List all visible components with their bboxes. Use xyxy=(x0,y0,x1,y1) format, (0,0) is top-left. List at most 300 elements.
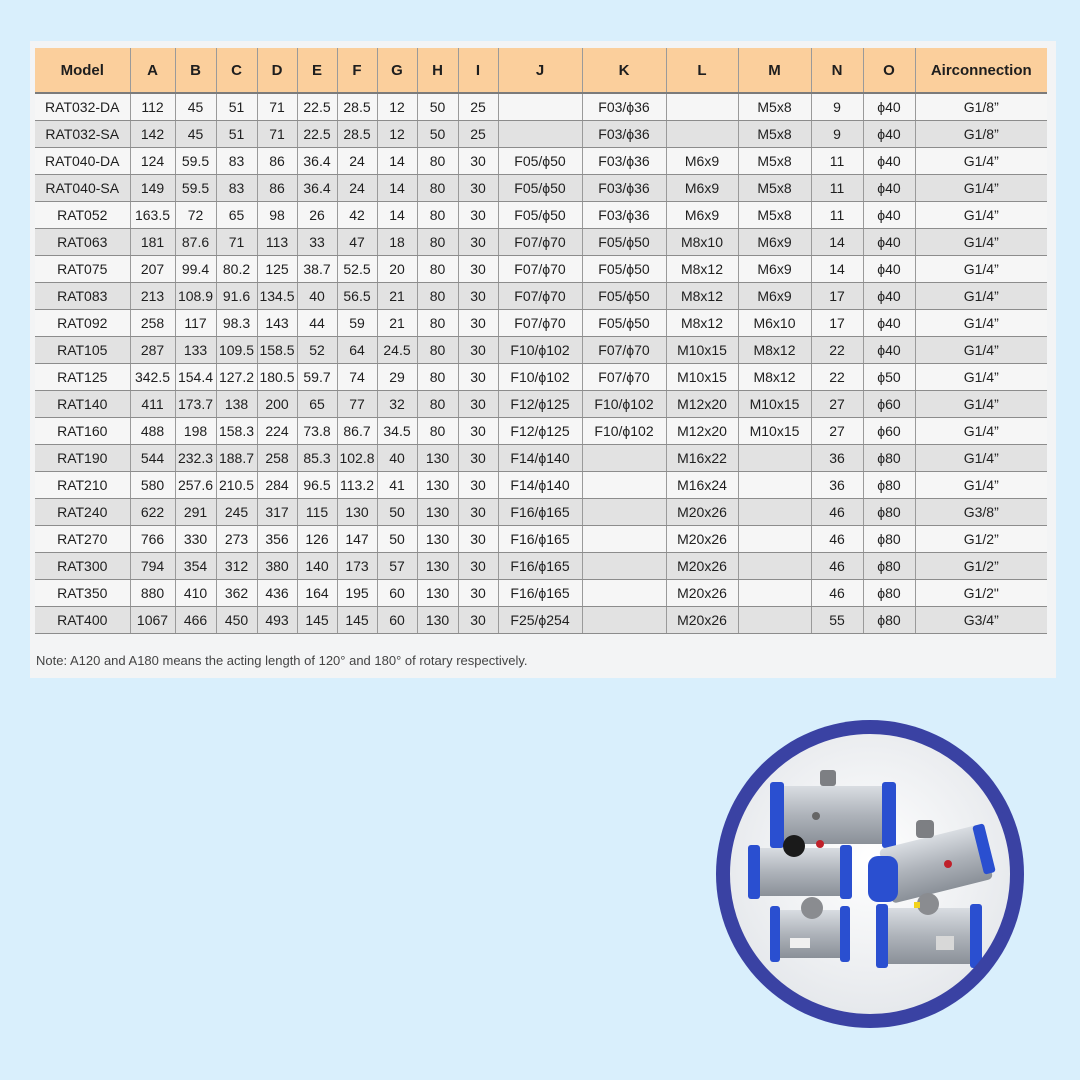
value-cell: 180.5 xyxy=(257,364,297,391)
value-cell: ϕ80 xyxy=(863,499,915,526)
value-cell: 195 xyxy=(337,580,377,607)
value-cell: 36.4 xyxy=(297,148,337,175)
value-cell: M8x12 xyxy=(666,283,738,310)
value-cell: 30 xyxy=(458,391,498,418)
value-cell: 17 xyxy=(811,283,863,310)
column-header: H xyxy=(417,48,458,93)
value-cell: 112 xyxy=(130,93,175,121)
column-header: C xyxy=(216,48,257,93)
value-cell: 22 xyxy=(811,364,863,391)
value-cell xyxy=(582,607,666,634)
value-cell: M16x22 xyxy=(666,445,738,472)
model-cell: RAT210 xyxy=(35,472,130,499)
value-cell: G3/8” xyxy=(915,499,1047,526)
value-cell: 55 xyxy=(811,607,863,634)
value-cell: 71 xyxy=(257,93,297,121)
value-cell: G1/4” xyxy=(915,445,1047,472)
value-cell: 36 xyxy=(811,445,863,472)
table-row xyxy=(35,283,1047,310)
value-cell: 30 xyxy=(458,310,498,337)
value-cell: ϕ40 xyxy=(863,310,915,337)
value-cell: F05/ϕ50 xyxy=(582,256,666,283)
value-cell: 127.2 xyxy=(216,364,257,391)
value-cell: F16/ϕ165 xyxy=(498,526,582,553)
value-cell xyxy=(582,580,666,607)
value-cell: 11 xyxy=(811,202,863,229)
value-cell xyxy=(738,580,811,607)
table-row xyxy=(35,607,1047,634)
value-cell: 142 xyxy=(130,121,175,148)
value-cell: 24.5 xyxy=(377,337,417,364)
value-cell: 73.8 xyxy=(297,418,337,445)
value-cell: F16/ϕ165 xyxy=(498,499,582,526)
value-cell: 11 xyxy=(811,148,863,175)
value-cell: 766 xyxy=(130,526,175,553)
value-cell: 98 xyxy=(257,202,297,229)
value-cell: 80 xyxy=(417,283,458,310)
value-cell xyxy=(738,607,811,634)
value-cell: ϕ60 xyxy=(863,391,915,418)
value-cell: 154.4 xyxy=(175,364,216,391)
value-cell: 9 xyxy=(811,93,863,121)
value-cell: ϕ80 xyxy=(863,607,915,634)
value-cell: 380 xyxy=(257,553,297,580)
value-cell: 34.5 xyxy=(377,418,417,445)
value-cell: 80 xyxy=(417,337,458,364)
value-cell: 44 xyxy=(297,310,337,337)
value-cell: F10/ϕ102 xyxy=(498,337,582,364)
value-cell: 40 xyxy=(297,283,337,310)
value-cell: M6x9 xyxy=(666,175,738,202)
column-header: F xyxy=(337,48,377,93)
value-cell: 18 xyxy=(377,229,417,256)
column-header: Model xyxy=(35,48,130,93)
value-cell: 60 xyxy=(377,580,417,607)
value-cell: F05/ϕ50 xyxy=(582,283,666,310)
spec-sheet xyxy=(30,41,1056,678)
value-cell: 145 xyxy=(337,607,377,634)
value-cell: 102.8 xyxy=(337,445,377,472)
value-cell: 210.5 xyxy=(216,472,257,499)
value-cell: G1/4” xyxy=(915,391,1047,418)
value-cell xyxy=(582,553,666,580)
value-cell: G1/4” xyxy=(915,229,1047,256)
value-cell: F03/ϕ36 xyxy=(582,202,666,229)
value-cell: 59 xyxy=(337,310,377,337)
value-cell: 52.5 xyxy=(337,256,377,283)
column-header: O xyxy=(863,48,915,93)
value-cell: 80.2 xyxy=(216,256,257,283)
value-cell: 30 xyxy=(458,364,498,391)
value-cell: 22.5 xyxy=(297,93,337,121)
value-cell: M5x8 xyxy=(738,93,811,121)
value-cell: 57 xyxy=(377,553,417,580)
value-cell: 46 xyxy=(811,499,863,526)
table-row xyxy=(35,553,1047,580)
table-row xyxy=(35,580,1047,607)
value-cell: 80 xyxy=(417,364,458,391)
model-cell: RAT240 xyxy=(35,499,130,526)
value-cell: 14 xyxy=(377,175,417,202)
value-cell: 30 xyxy=(458,337,498,364)
value-cell: F05/ϕ50 xyxy=(498,148,582,175)
table-row xyxy=(35,418,1047,445)
value-cell: M6x9 xyxy=(666,202,738,229)
value-cell: 46 xyxy=(811,553,863,580)
value-cell: F10/ϕ102 xyxy=(498,364,582,391)
value-cell: F05/ϕ50 xyxy=(582,229,666,256)
value-cell: M5x8 xyxy=(738,175,811,202)
value-cell xyxy=(666,93,738,121)
value-cell: 87.6 xyxy=(175,229,216,256)
value-cell: 30 xyxy=(458,175,498,202)
value-cell: M10x15 xyxy=(666,337,738,364)
value-cell: ϕ40 xyxy=(863,256,915,283)
value-cell: 21 xyxy=(377,283,417,310)
value-cell: M8x12 xyxy=(738,364,811,391)
value-cell: 85.3 xyxy=(297,445,337,472)
value-cell: M12x20 xyxy=(666,391,738,418)
table-row xyxy=(35,445,1047,472)
value-cell: M8x12 xyxy=(738,337,811,364)
value-cell: 130 xyxy=(417,445,458,472)
value-cell: M12x20 xyxy=(666,418,738,445)
table-row xyxy=(35,202,1047,229)
value-cell: 207 xyxy=(130,256,175,283)
value-cell: 130 xyxy=(417,526,458,553)
value-cell: ϕ40 xyxy=(863,202,915,229)
value-cell: 493 xyxy=(257,607,297,634)
value-cell: 38.7 xyxy=(297,256,337,283)
value-cell: 74 xyxy=(337,364,377,391)
value-cell: ϕ60 xyxy=(863,418,915,445)
value-cell: 198 xyxy=(175,418,216,445)
value-cell: G1/4” xyxy=(915,418,1047,445)
value-cell: G1/4” xyxy=(915,283,1047,310)
model-cell: RAT092 xyxy=(35,310,130,337)
value-cell: G1/4” xyxy=(915,472,1047,499)
table-row xyxy=(35,148,1047,175)
value-cell: 91.6 xyxy=(216,283,257,310)
value-cell: 14 xyxy=(811,256,863,283)
value-cell: 126 xyxy=(297,526,337,553)
value-cell: G1/2” xyxy=(915,526,1047,553)
value-cell: G1/4” xyxy=(915,337,1047,364)
value-cell: F05/ϕ50 xyxy=(498,202,582,229)
value-cell: 232.3 xyxy=(175,445,216,472)
product-photo xyxy=(716,720,1024,1028)
value-cell: F07/ϕ70 xyxy=(498,283,582,310)
table-row xyxy=(35,364,1047,391)
value-cell: F14/ϕ140 xyxy=(498,445,582,472)
value-cell: 354 xyxy=(175,553,216,580)
value-cell: 24 xyxy=(337,175,377,202)
value-cell xyxy=(738,499,811,526)
value-cell: 30 xyxy=(458,580,498,607)
column-header: D xyxy=(257,48,297,93)
model-cell: RAT032-DA xyxy=(35,93,130,121)
value-cell: ϕ80 xyxy=(863,580,915,607)
value-cell: M5x8 xyxy=(738,148,811,175)
value-cell: 46 xyxy=(811,580,863,607)
table-row xyxy=(35,337,1047,364)
value-cell: G1/4” xyxy=(915,256,1047,283)
value-cell: 17 xyxy=(811,310,863,337)
value-cell: 143 xyxy=(257,310,297,337)
value-cell: 26 xyxy=(297,202,337,229)
value-cell: 11 xyxy=(811,175,863,202)
value-cell: G1/8” xyxy=(915,121,1047,148)
value-cell: F07/ϕ70 xyxy=(582,337,666,364)
value-cell: 188.7 xyxy=(216,445,257,472)
value-cell: 580 xyxy=(130,472,175,499)
footnote: Note: A120 and A180 means the acting length of 120° and 180° of rotary respectively. xyxy=(36,653,528,668)
value-cell: 27 xyxy=(811,391,863,418)
value-cell: 488 xyxy=(130,418,175,445)
value-cell: G1/4” xyxy=(915,202,1047,229)
table-row xyxy=(35,472,1047,499)
value-cell: 45 xyxy=(175,93,216,121)
value-cell: 50 xyxy=(377,526,417,553)
value-cell: F03/ϕ36 xyxy=(582,93,666,121)
value-cell: 273 xyxy=(216,526,257,553)
value-cell: 108.9 xyxy=(175,283,216,310)
value-cell: F05/ϕ50 xyxy=(498,175,582,202)
value-cell: 86.7 xyxy=(337,418,377,445)
table-row xyxy=(35,229,1047,256)
table-row xyxy=(35,310,1047,337)
value-cell: 25 xyxy=(458,93,498,121)
value-cell xyxy=(666,121,738,148)
value-cell xyxy=(738,472,811,499)
value-cell: 86 xyxy=(257,175,297,202)
table-row xyxy=(35,391,1047,418)
value-cell: M6x9 xyxy=(738,229,811,256)
value-cell: G1/4” xyxy=(915,148,1047,175)
value-cell: 46 xyxy=(811,526,863,553)
value-cell: 258 xyxy=(130,310,175,337)
value-cell: M10x15 xyxy=(666,364,738,391)
value-cell: F07/ϕ70 xyxy=(498,229,582,256)
model-cell: RAT075 xyxy=(35,256,130,283)
value-cell: F03/ϕ36 xyxy=(582,121,666,148)
value-cell: 28.5 xyxy=(337,121,377,148)
value-cell: 25 xyxy=(458,121,498,148)
value-cell: F07/ϕ70 xyxy=(498,256,582,283)
value-cell: F12/ϕ125 xyxy=(498,418,582,445)
value-cell: 109.5 xyxy=(216,337,257,364)
value-cell: 60 xyxy=(377,607,417,634)
value-cell: 163.5 xyxy=(130,202,175,229)
value-cell: F05/ϕ50 xyxy=(582,310,666,337)
value-cell: M5x8 xyxy=(738,202,811,229)
value-cell: 149 xyxy=(130,175,175,202)
value-cell: 158.3 xyxy=(216,418,257,445)
value-cell: 45 xyxy=(175,121,216,148)
value-cell xyxy=(498,93,582,121)
column-header: L xyxy=(666,48,738,93)
table-row xyxy=(35,526,1047,553)
value-cell: 42 xyxy=(337,202,377,229)
value-cell: 880 xyxy=(130,580,175,607)
value-cell: 224 xyxy=(257,418,297,445)
value-cell: 200 xyxy=(257,391,297,418)
column-header: E xyxy=(297,48,337,93)
value-cell: 130 xyxy=(417,472,458,499)
value-cell: ϕ40 xyxy=(863,337,915,364)
column-header: A xyxy=(130,48,175,93)
model-cell: RAT300 xyxy=(35,553,130,580)
value-cell: 86 xyxy=(257,148,297,175)
value-cell: 99.4 xyxy=(175,256,216,283)
value-cell: 51 xyxy=(216,93,257,121)
value-cell: 287 xyxy=(130,337,175,364)
value-cell: M6x10 xyxy=(738,310,811,337)
value-cell: ϕ40 xyxy=(863,175,915,202)
column-header: Airconnection xyxy=(915,48,1047,93)
value-cell: F16/ϕ165 xyxy=(498,553,582,580)
value-cell: 30 xyxy=(458,148,498,175)
value-cell: M6x9 xyxy=(738,283,811,310)
value-cell: 245 xyxy=(216,499,257,526)
value-cell: 173 xyxy=(337,553,377,580)
value-cell: 80 xyxy=(417,310,458,337)
value-cell: M8x12 xyxy=(666,256,738,283)
value-cell: F14/ϕ140 xyxy=(498,472,582,499)
value-cell: 83 xyxy=(216,148,257,175)
value-cell: 130 xyxy=(417,607,458,634)
value-cell xyxy=(582,499,666,526)
actuators-image xyxy=(716,720,1024,1028)
column-header: B xyxy=(175,48,216,93)
model-cell: RAT052 xyxy=(35,202,130,229)
value-cell: ϕ40 xyxy=(863,121,915,148)
column-header: I xyxy=(458,48,498,93)
value-cell: 14 xyxy=(377,148,417,175)
value-cell: M20x26 xyxy=(666,499,738,526)
value-cell: 80 xyxy=(417,148,458,175)
value-cell: 30 xyxy=(458,607,498,634)
value-cell: 125 xyxy=(257,256,297,283)
value-cell: 22 xyxy=(811,337,863,364)
value-cell: 65 xyxy=(297,391,337,418)
value-cell: F25/ϕ254 xyxy=(498,607,582,634)
value-cell: 342.5 xyxy=(130,364,175,391)
value-cell: 65 xyxy=(216,202,257,229)
column-header: N xyxy=(811,48,863,93)
table-header-row xyxy=(35,48,1047,93)
value-cell: 59.5 xyxy=(175,148,216,175)
value-cell: G3/4” xyxy=(915,607,1047,634)
value-cell: 51 xyxy=(216,121,257,148)
value-cell: 164 xyxy=(297,580,337,607)
value-cell: 113 xyxy=(257,229,297,256)
value-cell: M16x24 xyxy=(666,472,738,499)
value-cell: M8x10 xyxy=(666,229,738,256)
value-cell: M10x15 xyxy=(738,391,811,418)
model-cell: RAT400 xyxy=(35,607,130,634)
value-cell: M20x26 xyxy=(666,553,738,580)
table-row xyxy=(35,175,1047,202)
value-cell: ϕ80 xyxy=(863,445,915,472)
value-cell xyxy=(738,445,811,472)
value-cell: F10/ϕ102 xyxy=(582,391,666,418)
value-cell: 9 xyxy=(811,121,863,148)
table-row xyxy=(35,121,1047,148)
value-cell: 258 xyxy=(257,445,297,472)
model-cell: RAT032-SA xyxy=(35,121,130,148)
value-cell: 50 xyxy=(417,121,458,148)
value-cell: M20x26 xyxy=(666,607,738,634)
value-cell: ϕ40 xyxy=(863,283,915,310)
value-cell: G1/2” xyxy=(915,553,1047,580)
value-cell: 30 xyxy=(458,499,498,526)
value-cell: 147 xyxy=(337,526,377,553)
value-cell: M10x15 xyxy=(738,418,811,445)
value-cell: 20 xyxy=(377,256,417,283)
value-cell: G1/8” xyxy=(915,93,1047,121)
value-cell: 130 xyxy=(417,499,458,526)
value-cell: 80 xyxy=(417,229,458,256)
value-cell: 466 xyxy=(175,607,216,634)
value-cell: 30 xyxy=(458,526,498,553)
value-cell: 113.2 xyxy=(337,472,377,499)
value-cell: 36.4 xyxy=(297,175,337,202)
value-cell: 77 xyxy=(337,391,377,418)
value-cell: G1/4” xyxy=(915,175,1047,202)
model-cell: RAT350 xyxy=(35,580,130,607)
value-cell: 80 xyxy=(417,418,458,445)
value-cell: 30 xyxy=(458,256,498,283)
value-cell: 47 xyxy=(337,229,377,256)
model-cell: RAT083 xyxy=(35,283,130,310)
column-header: G xyxy=(377,48,417,93)
value-cell: F16/ϕ165 xyxy=(498,580,582,607)
value-cell: ϕ80 xyxy=(863,472,915,499)
value-cell: 80 xyxy=(417,175,458,202)
value-cell: 130 xyxy=(337,499,377,526)
value-cell: 30 xyxy=(458,445,498,472)
value-cell: 450 xyxy=(216,607,257,634)
value-cell: M20x26 xyxy=(666,526,738,553)
value-cell: 21 xyxy=(377,310,417,337)
value-cell: 71 xyxy=(257,121,297,148)
value-cell xyxy=(738,526,811,553)
value-cell: 436 xyxy=(257,580,297,607)
value-cell: F03/ϕ36 xyxy=(582,175,666,202)
value-cell: 30 xyxy=(458,418,498,445)
value-cell: 41 xyxy=(377,472,417,499)
value-cell: 33 xyxy=(297,229,337,256)
value-cell: 36 xyxy=(811,472,863,499)
value-cell: 138 xyxy=(216,391,257,418)
value-cell: 140 xyxy=(297,553,337,580)
value-cell: 72 xyxy=(175,202,216,229)
model-cell: RAT063 xyxy=(35,229,130,256)
model-cell: RAT190 xyxy=(35,445,130,472)
value-cell: 173.7 xyxy=(175,391,216,418)
value-cell: 312 xyxy=(216,553,257,580)
value-cell: 30 xyxy=(458,202,498,229)
value-cell: 59.7 xyxy=(297,364,337,391)
value-cell: 410 xyxy=(175,580,216,607)
value-cell: 362 xyxy=(216,580,257,607)
value-cell: 56.5 xyxy=(337,283,377,310)
value-cell: 80 xyxy=(417,256,458,283)
value-cell: 32 xyxy=(377,391,417,418)
value-cell: 130 xyxy=(417,580,458,607)
value-cell: 213 xyxy=(130,283,175,310)
